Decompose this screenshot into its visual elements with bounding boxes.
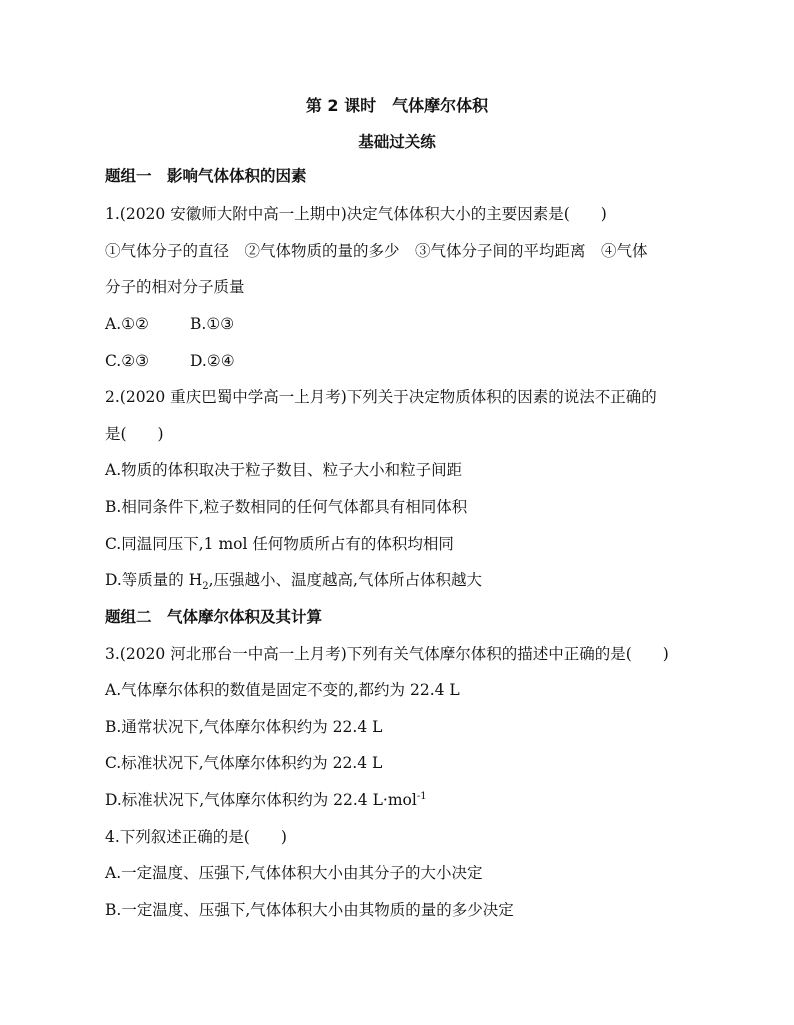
question-3-stem: 3.(2020 河北邢台一中高一上月考)下列有关气体摩尔体积的描述中正确的是( ) [105,645,669,663]
question-1-stem: 1.(2020 安徽师大附中高一上期中)决定气体体积大小的主要因素是( ) [105,205,607,223]
question-3-option-d-superscript: -1 [416,790,427,802]
question-2-option-c: C.同温同压下,1 mol 任何物质所占有的体积均相同 [105,535,454,553]
question-1-option-a: A.①② [105,315,149,333]
question-1-option-c: C.②③ [105,352,150,370]
question-4-option-b: B.一定温度、压强下,气体体积大小由其物质的量的多少决定 [105,901,514,919]
question-3-option-a: A.气体摩尔体积的数值是固定不变的,都约为 22.4 L [105,681,460,699]
question-3-option-d-pre: D.标准状况下,气体摩尔体积约为 22.4 L·mol [105,791,417,809]
question-2-option-d [105,570,482,593]
question-1-option-b: B.①③ [190,315,235,333]
group-heading-2: 题组二 气体摩尔体积及其计算 [105,608,323,626]
question-4-option-a: A.一定温度、压强下,气体体积大小由其分子的大小决定 [105,864,483,882]
group-heading-1: 题组一 影响气体体积的因素 [105,167,307,185]
question-1-line-2: ①气体分子的直径 ②气体物质的量的多少 ③气体分子间的平均距离 ④气体 [105,242,648,260]
question-3-option-d [105,790,427,810]
question-2-option-a: A.物质的体积取决于粒子数目、粒子大小和粒子间距 [105,461,463,479]
page-title: 第 2 课时 气体摩尔体积 [305,96,489,115]
question-2-option-d-post: ,压强越小、温度越高,气体所占体积越大 [208,571,482,589]
question-2-option-b: B.相同条件下,粒子数相同的任何气体都具有相同体积 [105,498,468,516]
question-2-stem: 2.(2020 重庆巴蜀中学高一上月考)下列关于决定物质体积的因素的说法不正确的 [105,388,657,406]
question-3-option-c: C.标准状况下,气体摩尔体积约为 22.4 L [105,754,383,772]
question-2-option-d-pre: D.等质量的 H [105,571,203,589]
question-4-stem: 4.下列叙述正确的是( ) [105,828,287,846]
question-2-option-d-subscript: 2 [202,581,209,593]
question-1-option-d: D.②④ [190,352,235,370]
question-3-option-b: B.通常状况下,气体摩尔体积约为 22.4 L [105,718,383,736]
section-subtitle: 基础过关练 [358,133,436,151]
question-2-stem-cont: 是( ) [105,425,164,443]
question-1-line-3: 分子的相对分子质量 [105,278,245,296]
